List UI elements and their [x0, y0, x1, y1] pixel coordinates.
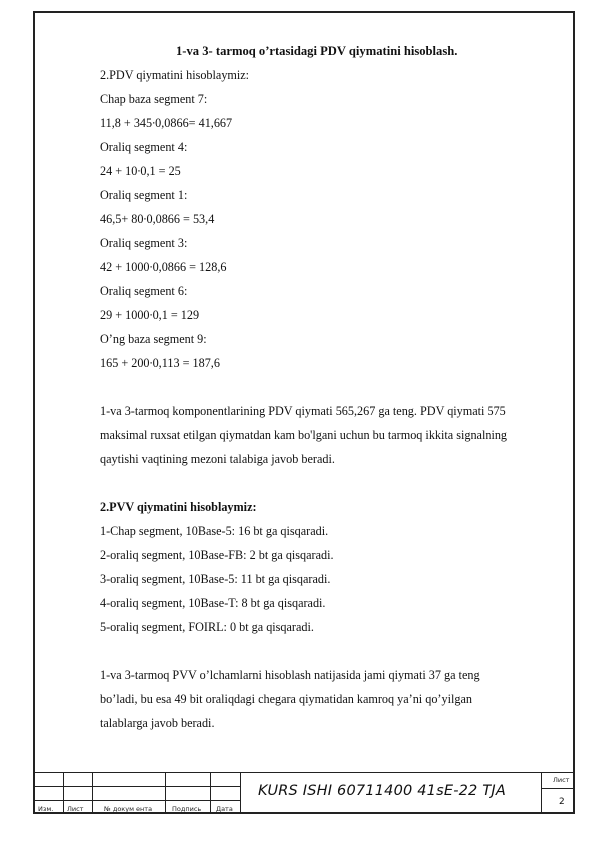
text-line: 2.PDV qiymatini hisoblaymiz:	[100, 68, 250, 82]
text-line: O’ng baza segment 9:	[100, 332, 207, 346]
paragraph-line: talablarga javob beradi.	[100, 716, 215, 730]
text-line: 46,5+ 80∙0,0866 = 53,4	[100, 212, 215, 226]
page-number: 2	[559, 797, 565, 807]
stamp-label-sheet: Лист	[553, 776, 570, 784]
paragraph-line: 1-va 3-tarmoq PVV o’lchamlarni hisoblash natijasida jami qiymati 37 ga teng	[100, 668, 480, 682]
paragraph-line: 1-va 3-tarmoq komponentlarining PDV qiymati 565,267 ga teng. PDV qiymati 575	[100, 404, 506, 418]
text-line: Oraliq segment 4:	[100, 140, 188, 154]
text-line: 2-oraliq segment, 10Base-FB: 2 bt ga qisqaradi.	[100, 548, 334, 562]
text-line: 5-oraliq segment, FOIRL: 0 bt ga qisqaradi.	[100, 620, 314, 634]
text-line: 4-oraliq segment, 10Base-T: 8 bt ga qisqaradi.	[100, 596, 326, 610]
stamp-line	[33, 772, 575, 773]
paragraph-line: bo’ladi, bu esa 49 bit oraliqdagi chegara qiymatidan kamroq ya’ni qo’yilgan	[100, 692, 472, 706]
stamp-line	[165, 772, 166, 814]
section-heading: 2.PVV qiymatini hisoblaymiz:	[100, 500, 257, 514]
stamp-line	[92, 772, 93, 814]
paragraph-line: qaytishi vaqtining mezoni talabiga javob beradi.	[100, 452, 335, 466]
stamp-label-docnum: № докум ента	[104, 805, 153, 813]
text-line: Chap baza segment 7:	[100, 92, 208, 106]
text-line: 3-oraliq segment, 10Base-5: 11 bt ga qisqaradi.	[100, 572, 331, 586]
stamp-line	[240, 772, 241, 814]
text-line: 24 + 10∙0,1 = 25	[100, 164, 181, 178]
stamp-label-podpis: Подпись	[172, 805, 202, 813]
stamp-line	[541, 788, 575, 789]
text-line: Oraliq segment 1:	[100, 188, 188, 202]
stamp-label-data: Дата	[216, 805, 233, 813]
text-line: Oraliq segment 6:	[100, 284, 188, 298]
stamp-line	[63, 772, 64, 814]
page-title: 1-va 3- tarmoq o’rtasidagi PDV qiymatini hisoblash.	[176, 44, 458, 58]
text-line: Oraliq segment 3:	[100, 236, 188, 250]
text-line: 165 + 200∙0,113 = 187,6	[100, 356, 220, 370]
paragraph-line: maksimal ruxsat etilgan qiymatdan kam bo'lgani uchun bu tarmoq ikkita signalning	[100, 428, 508, 442]
text-line: 1-Chap segment, 10Base-5: 16 bt ga qisqaradi.	[100, 524, 329, 538]
stamp-line	[210, 772, 211, 814]
stamp-label-izm: Изм.	[38, 805, 54, 813]
text-line: 42 + 1000∙0,0866 = 128,6	[100, 260, 227, 274]
stamp-label-list: Лист	[67, 805, 84, 813]
document-code: KURS ISHI 60711400 41sE-22 TJA	[258, 783, 506, 799]
stamp-line	[541, 772, 542, 814]
text-line: 11,8 + 345∙0,0866= 41,667	[100, 116, 233, 130]
text-line: 29 + 1000∙0,1 = 129	[100, 308, 200, 322]
